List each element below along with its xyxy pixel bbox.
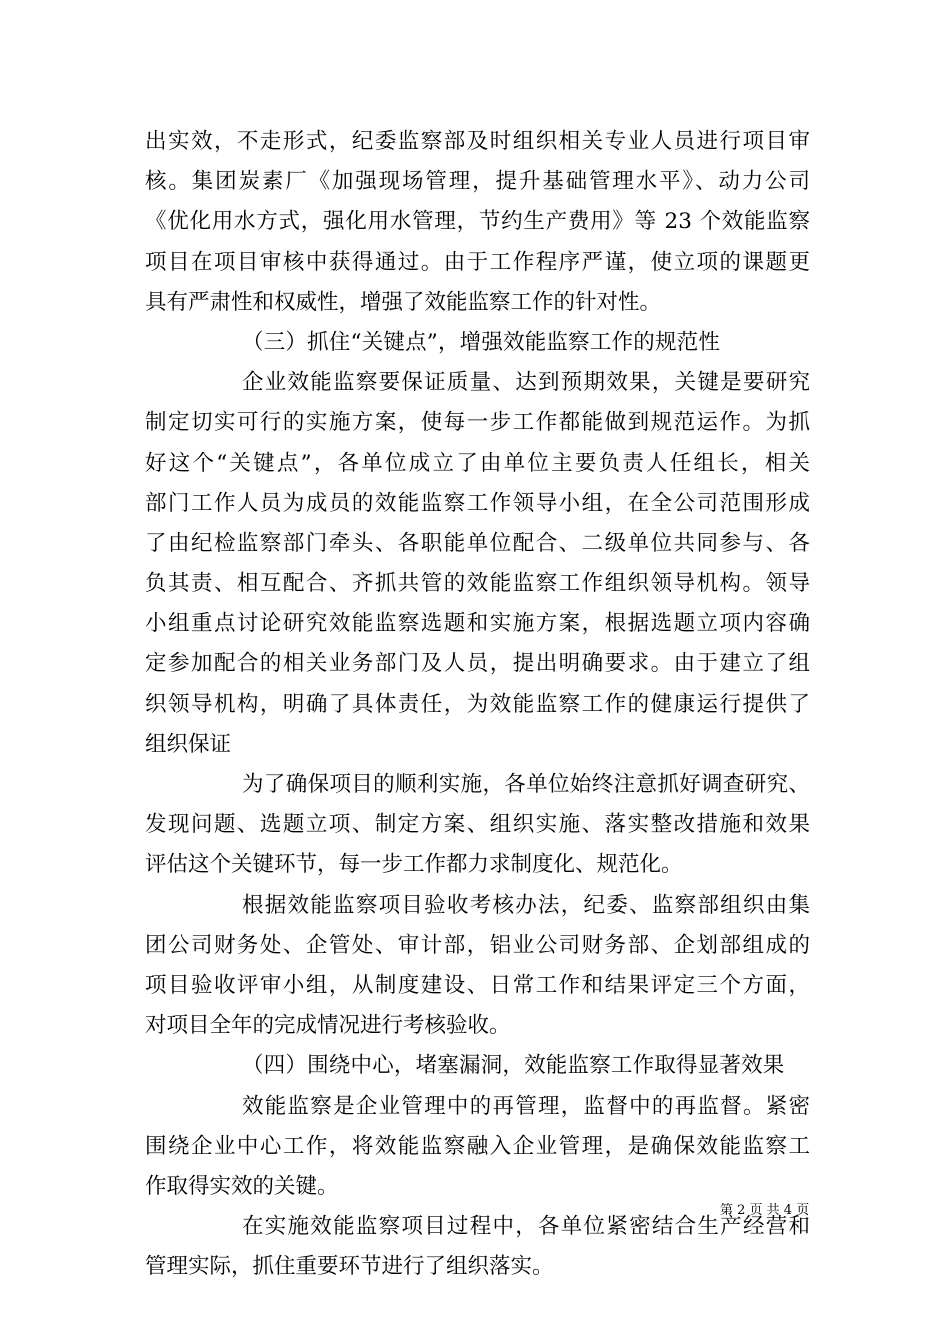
document-body: [145, 122, 810, 1287]
text-line: 织领导机构，明确了具体责任，为效能监察工作的健康运行提供了: [145, 691, 810, 717]
text-line: 小组重点讨论研究效能监察选题和实施方案，根据选题立项内容确: [145, 611, 810, 637]
section-heading: （三）抓住“关键点”，增强效能监察工作的规范性: [242, 329, 721, 355]
paragraph-first-line: 在实施效能监察项目过程中，各单位紧密结合生产经营和: [242, 1214, 810, 1240]
text-line: 项目验收评审小组，从制度建设、日常工作和结果评定三个方面，: [145, 972, 810, 998]
paragraph-first-line: 企业效能监察要保证质量、达到预期效果，关键是要研究: [242, 370, 810, 396]
section-heading: （四）围绕中心，堵塞漏洞，效能监察工作取得显著效果: [242, 1053, 785, 1079]
text-line: 出实效，不走形式，纪委监察部及时组织相关专业人员进行项目审: [145, 129, 810, 154]
text-line: 好这个“关键点”，各单位成立了由单位主要负责人任组长，相关: [145, 450, 810, 476]
text-line: 管理实际，抓住重要环节进行了组织落实。: [145, 1254, 554, 1280]
paragraph-first-line: 为了确保项目的顺利实施，各单位始终注意抓好调查研究、: [242, 772, 810, 797]
text-line: 组织保证: [145, 731, 232, 757]
text-line: 评估这个关键环节，每一步工作都力求制度化、规范化。: [145, 852, 683, 878]
text-line: 了由纪检监察部门牵头、各职能单位配合、二级单位共同参与、各: [145, 530, 810, 556]
text-line: 具有严肃性和权威性，增强了效能监察工作的针对性。: [145, 289, 662, 315]
text-line: 负其责、相互配合、齐抓共管的效能监察工作组织领导机构。领导: [145, 571, 810, 597]
page-number: 第 2 页 共 4 页: [720, 1203, 810, 1218]
text-line: 围绕企业中心工作，将效能监察融入企业管理，是确保效能监察工: [145, 1133, 810, 1159]
paragraph-first-line: 根据效能监察项目验收考核办法，纪委、监察部组织由集: [242, 892, 810, 918]
text-line: 核。集团炭素厂《加强现场管理，提升基础管理水平》、动力公司: [145, 169, 810, 195]
text-line: 团公司财务处、企管处、审计部，铝业公司财务部、企划部组成的: [145, 932, 810, 958]
text-line: 定参加配合的相关业务部门及人员，提出明确要求。由于建立了组: [145, 651, 810, 677]
text-line: 《优化用水方式，强化用水管理，节约生产费用》等 23 个效能监察: [145, 209, 810, 235]
text-line: 制定切实可行的实施方案，使每一步工作都能做到规范运作。为抓: [145, 410, 810, 436]
text-line: 发现问题、选题立项、制定方案、组织实施、落实整改措施和效果: [145, 812, 810, 838]
text-line: 部门工作人员为成员的效能监察工作领导小组，在全公司范围形成: [145, 490, 810, 516]
text-line: 对项目全年的完成情况进行考核验收。: [145, 1013, 511, 1039]
text-line: 作取得实效的关键。: [145, 1173, 339, 1199]
paragraph-first-line: 效能监察是企业管理中的再管理，监督中的再监督。紧密: [242, 1093, 810, 1119]
text-line: 项目在项目审核中获得通过。由于工作程序严谨，使立项的课题更: [145, 249, 810, 275]
